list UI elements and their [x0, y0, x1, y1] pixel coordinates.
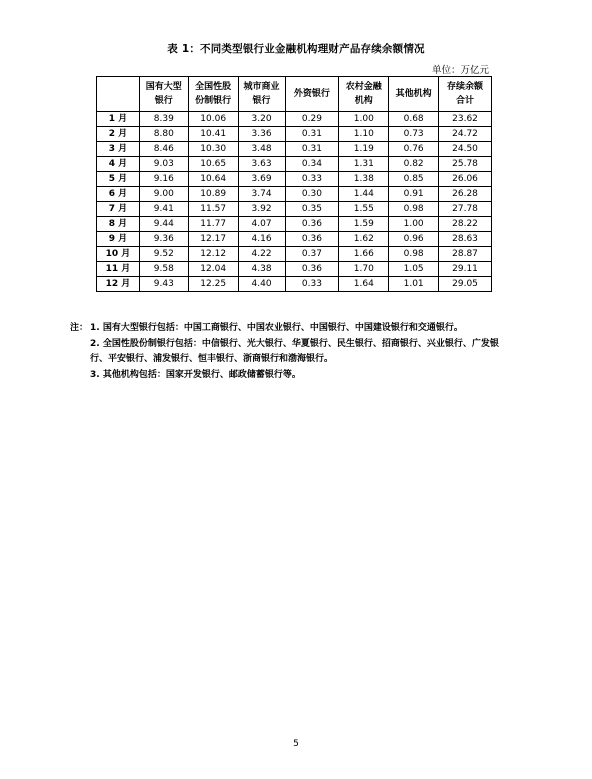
- month-cell: 3 月: [97, 142, 140, 157]
- notes-section: [70, 321, 510, 383]
- value-cell: 12.25: [188, 277, 238, 292]
- column-header: 城市商业 银行: [238, 77, 285, 112]
- value-cell: 0.96: [389, 232, 439, 247]
- month-cell: 10 月: [97, 247, 140, 262]
- value-cell: 29.11: [439, 262, 492, 277]
- value-cell: 9.41: [139, 202, 188, 217]
- table-row: [97, 247, 492, 262]
- table-row: [97, 172, 492, 187]
- value-cell: 0.76: [389, 142, 439, 157]
- value-cell: 3.92: [238, 202, 285, 217]
- value-cell: 0.36: [285, 232, 339, 247]
- notes-label: 注：: [70, 323, 89, 333]
- value-cell: 1.44: [339, 187, 389, 202]
- header-corner-cell: [97, 77, 140, 112]
- value-cell: 10.65: [188, 157, 238, 172]
- note-item-2: [70, 337, 510, 368]
- value-cell: 0.37: [285, 247, 339, 262]
- month-cell: 4 月: [97, 157, 140, 172]
- table-row: [97, 217, 492, 232]
- month-cell: 8 月: [97, 217, 140, 232]
- value-cell: 1.55: [339, 202, 389, 217]
- value-cell: 0.31: [285, 142, 339, 157]
- value-cell: 26.06: [439, 172, 492, 187]
- column-header: 存续余额 合计: [439, 77, 492, 112]
- unit-label: 单位：万亿元: [431, 65, 489, 76]
- value-cell: 28.22: [439, 217, 492, 232]
- value-cell: 1.66: [339, 247, 389, 262]
- table-body: [97, 112, 492, 292]
- value-cell: 4.22: [238, 247, 285, 262]
- value-cell: 24.50: [439, 142, 492, 157]
- value-cell: 9.03: [139, 157, 188, 172]
- value-cell: 4.40: [238, 277, 285, 292]
- value-cell: 0.36: [285, 217, 339, 232]
- value-cell: 0.33: [285, 277, 339, 292]
- value-cell: 0.73: [389, 127, 439, 142]
- value-cell: 0.36: [285, 262, 339, 277]
- note-text-2: 2. 全国性股份制银行包括：中信银行、光大银行、华夏银行、民生银行、招商银行、兴业银行、广发银行、平安银行、浦发银行、恒丰银行、浙商银行和渤海银行。: [90, 338, 499, 364]
- value-cell: 23.62: [439, 112, 492, 127]
- value-cell: 1.10: [339, 127, 389, 142]
- column-header: 全国性股 份制银行: [188, 77, 238, 112]
- value-cell: 1.64: [339, 277, 389, 292]
- value-cell: 9.44: [139, 217, 188, 232]
- value-cell: 0.30: [285, 187, 339, 202]
- table-row: [97, 112, 492, 127]
- table-row: [97, 202, 492, 217]
- value-cell: 3.36: [238, 127, 285, 142]
- value-cell: 9.52: [139, 247, 188, 262]
- value-cell: 8.46: [139, 142, 188, 157]
- value-cell: 9.36: [139, 232, 188, 247]
- table-row: [97, 232, 492, 247]
- month-cell: 11 月: [97, 262, 140, 277]
- value-cell: 0.35: [285, 202, 339, 217]
- value-cell: 0.68: [389, 112, 439, 127]
- value-cell: 4.16: [238, 232, 285, 247]
- value-cell: 3.63: [238, 157, 285, 172]
- table-title: 表 1：不同类型银行业金融机构理财产品存续余额情况: [167, 43, 425, 55]
- table-header-row: [97, 77, 492, 112]
- table-row: [97, 142, 492, 157]
- value-cell: 1.01: [389, 277, 439, 292]
- note-text-1: 1. 国有大型银行包括：中国工商银行、中国农业银行、中国银行、中国建设银行和交通银行。: [90, 323, 463, 333]
- month-cell: 9 月: [97, 232, 140, 247]
- value-cell: 1.31: [339, 157, 389, 172]
- month-cell: 7 月: [97, 202, 140, 217]
- table-row: [97, 277, 492, 292]
- column-header: 国有大型 银行: [139, 77, 188, 112]
- note-item-1: [70, 321, 510, 337]
- month-cell: 2 月: [97, 127, 140, 142]
- column-header: 其他机构: [389, 77, 439, 112]
- value-cell: 1.05: [389, 262, 439, 277]
- table-row: [97, 187, 492, 202]
- value-cell: 8.39: [139, 112, 188, 127]
- value-cell: 9.58: [139, 262, 188, 277]
- value-cell: 10.41: [188, 127, 238, 142]
- note-text-3: 3. 其他机构包括：国家开发银行、邮政储蓄银行等。: [90, 369, 301, 380]
- value-cell: 9.00: [139, 187, 188, 202]
- value-cell: 12.04: [188, 262, 238, 277]
- value-cell: 0.91: [389, 187, 439, 202]
- value-cell: 27.78: [439, 202, 492, 217]
- month-cell: 5 月: [97, 172, 140, 187]
- value-cell: 3.48: [238, 142, 285, 157]
- value-cell: 1.70: [339, 262, 389, 277]
- value-cell: 12.17: [188, 232, 238, 247]
- month-cell: 1 月: [97, 112, 140, 127]
- value-cell: 1.59: [339, 217, 389, 232]
- value-cell: 1.38: [339, 172, 389, 187]
- value-cell: 4.07: [238, 217, 285, 232]
- value-cell: 3.74: [238, 187, 285, 202]
- value-cell: 0.85: [389, 172, 439, 187]
- column-header: 农村金融 机构: [339, 77, 389, 112]
- value-cell: 0.98: [389, 247, 439, 262]
- value-cell: 0.33: [285, 172, 339, 187]
- column-header: 外资银行: [285, 77, 339, 112]
- table-row: [97, 127, 492, 142]
- value-cell: 0.34: [285, 157, 339, 172]
- value-cell: 25.78: [439, 157, 492, 172]
- note-item-3: [70, 368, 510, 384]
- value-cell: 11.77: [188, 217, 238, 232]
- value-cell: 1.00: [389, 217, 439, 232]
- page-number: 5: [293, 739, 299, 749]
- value-cell: 10.30: [188, 142, 238, 157]
- table-row: [97, 157, 492, 172]
- value-cell: 1.62: [339, 232, 389, 247]
- value-cell: 3.69: [238, 172, 285, 187]
- value-cell: 12.12: [188, 247, 238, 262]
- month-cell: 6 月: [97, 187, 140, 202]
- value-cell: 4.38: [238, 262, 285, 277]
- value-cell: 10.89: [188, 187, 238, 202]
- table-row: [97, 262, 492, 277]
- value-cell: 28.63: [439, 232, 492, 247]
- value-cell: 8.80: [139, 127, 188, 142]
- value-cell: 24.72: [439, 127, 492, 142]
- value-cell: 0.31: [285, 127, 339, 142]
- balance-table: [96, 76, 492, 292]
- value-cell: 26.28: [439, 187, 492, 202]
- value-cell: 3.20: [238, 112, 285, 127]
- value-cell: 0.29: [285, 112, 339, 127]
- value-cell: 1.00: [339, 112, 389, 127]
- value-cell: 9.16: [139, 172, 188, 187]
- value-cell: 0.82: [389, 157, 439, 172]
- value-cell: 10.64: [188, 172, 238, 187]
- value-cell: 28.87: [439, 247, 492, 262]
- value-cell: 10.06: [188, 112, 238, 127]
- value-cell: 1.19: [339, 142, 389, 157]
- value-cell: 0.98: [389, 202, 439, 217]
- value-cell: 29.05: [439, 277, 492, 292]
- month-cell: 12 月: [97, 277, 140, 292]
- value-cell: 11.57: [188, 202, 238, 217]
- value-cell: 9.43: [139, 277, 188, 292]
